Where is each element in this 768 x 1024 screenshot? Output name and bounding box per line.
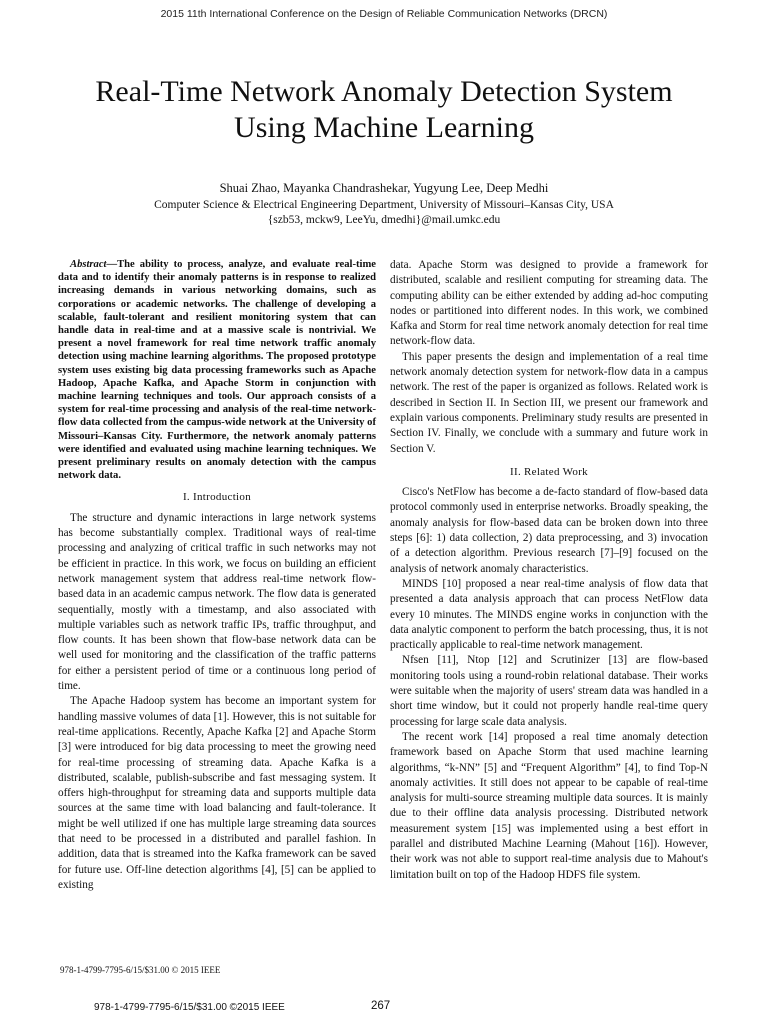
title-line-2: Using Machine Learning xyxy=(234,111,534,144)
right-paragraph-1: data. Apache Storm was designed to provide a framework for distributed, scalable and resilient computing for streaming data. The computing ability can be either extended by adding ad-hoc computing nodes or partitioned into different nodes. In this work, we combined Kafka and Storm for real time network anomaly detection for real time network-flow data. xyxy=(390,259,708,348)
conference-header: 2015 11th International Conference on the Design of Reliable Communication Networks (DRCN) xyxy=(160,8,608,20)
abstract-text: —The ability to process, analyze, and evaluate real-time data and to identify their anomaly patterns is in response to realized increasing demands in various networking domains, such as corporations or academic networks. The challenge of developing a scalable, fault-tolerant and resilient monitoring system that can handle data in real-time and at a massive scale is nontrivial. We present a novel framework for real time network traffic anomaly detection using machine learning algorithms. The proposed prototype system uses existing big data processing frameworks such as Apache Hadoop, Apache Kafka, and Apache Storm in conjunction with machine learning techniques and tools. Our approach consists of a system for real-time processing and analysis of the real-time network-flow data collected from the campus-wide network at the University of Missouri–Kansas City. Furthermore, the network anomaly patterns were identified and evaluated using machine learning techniques. We present preliminary results on anomaly detection with the campus network data. xyxy=(58,259,376,482)
affiliation: Computer Science & Electrical Engineering Department, University of Missouri–Kansas City, USA xyxy=(154,199,614,211)
related-paragraph-4: The recent work [14] proposed a real time anomaly detection framework based on Apache Storm that used machine learning algorithms, “k-NN” [5] and “Frequent Algorithm” [4], to find Top-N anomaly activities. It still does not appear to be capable of real-time analysis for multi-source streaming multiple data sources. It is mainly due to their offline data analysis processing. Distributed network measurement system [15] was implemented using a best effort in parallel and distributed Machine Learning (Mahout [16]). However, their work was not able to support real-time analysis due to Mahout's limitation built on top of the Hadoop HDFS file system. xyxy=(390,730,708,881)
paper-title xyxy=(40,74,728,146)
abstract xyxy=(58,258,376,482)
left-column xyxy=(58,258,376,893)
section-heading-introduction: I. Introduction xyxy=(182,491,252,504)
abstract-label: Abstract xyxy=(70,259,107,270)
footer-isbn: 978-1-4799-7795-6/15/$31.00 ©2015 IEEE xyxy=(94,1002,285,1013)
affiliation-block xyxy=(0,198,768,228)
author-emails: {szb53, mckw9, LeeYu, dmedhi}@mail.umkc.edu xyxy=(267,214,501,226)
intro-paragraph-1: The structure and dynamic interactions in large network systems has become substantially complex. Traditional ways of real-time processing and analyzing of critical traffic in such networks may not be efficient in practice. In this work, we focus on building an efficient network management system that address real-time network flow-based data in an academic campus network. The flow data is generated sequentially, mostly with a timestamp, and also associated with multiple variables such as network traffic IPs, traffic throughput, and flow counts. It has been shown that flow-base network data can be well used for monitoring and the classification of the traffic patterns for either a persistent period of time or a continuous long period of time. xyxy=(58,511,376,693)
title-line-1: Real-Time Network Anomaly Detection System xyxy=(95,75,673,108)
author-list: Shuai Zhao, Mayanka Chandrashekar, Yugyung Lee, Deep Medhi xyxy=(219,181,549,195)
section-heading-related-work: II. Related Work xyxy=(510,465,588,478)
page-number: 267 xyxy=(371,1000,391,1012)
right-column xyxy=(390,258,708,883)
intro-paragraph-2: The Apache Hadoop system has become an important system for handling massive volumes of data [1]. However, this is not suitable for real-time applications. Recently, Apache Kafka [2] and Apache Storm [3] were introduced for big data processing to meet the growing need for real-time processing of streaming data. Apache Kafka is a distributed, scalable, publish-subscribe and fast messaging system. It offers high-throughput for streaming data and supports multiple data sources at the same time with load balancing and fault-tolerance. It might be well utilized if one has multiple large streaming data sources that need to be processed in a distributed and parallel fashion. In addition, data that is streamed into the Kafka framework can be saved for future use. Off-line detection algorithms [4], [5] can be applied to existing xyxy=(58,695,376,891)
related-paragraph-3: Nfsen [11], Ntop [12] and Scrutinizer [13] are flow-based monitoring tools using a round-robin relational database. Their works were suitable when the majority of users' stream data was handled in a short time window, but it could not properly handle real-time query processing for large scale data analysis. xyxy=(390,654,708,728)
related-paragraph-1: Cisco's NetFlow has become a de-facto standard of flow-based data protocol commonly used in enterprise networks. Broadly speaking, the anomaly analysis for flow-based data can be broken down into three steps [6]: 1) data collection, 2) data preprocessing, and 3) invocation of a detection algorithm. Previous research [7]–[9] focused on the analysis of network anomaly characteristics. xyxy=(390,486,708,575)
related-paragraph-2: MINDS [10] proposed a near real-time analysis of flow data that presented a data analysis approach that can process NetFlow data every 10 minutes. The MINDS engine works in conjunction with the data analytic component to perform the batch processing, thus, it is not practically applicable to real-time network management. xyxy=(390,577,708,652)
copyright-line: 978-1-4799-7795-6/15/$31.00 © 2015 IEEE xyxy=(60,965,221,975)
right-paragraph-2: This paper presents the design and implementation of a real time network anomaly detection system for network-flow data in a campus network. The rest of the paper is organized as follows. Related work is described in Section II. In Section III, we present our framework and explain various components. Preliminary study results are presented in Section IV. Finally, we conclude with a summary and future work in Section V. xyxy=(390,350,708,455)
